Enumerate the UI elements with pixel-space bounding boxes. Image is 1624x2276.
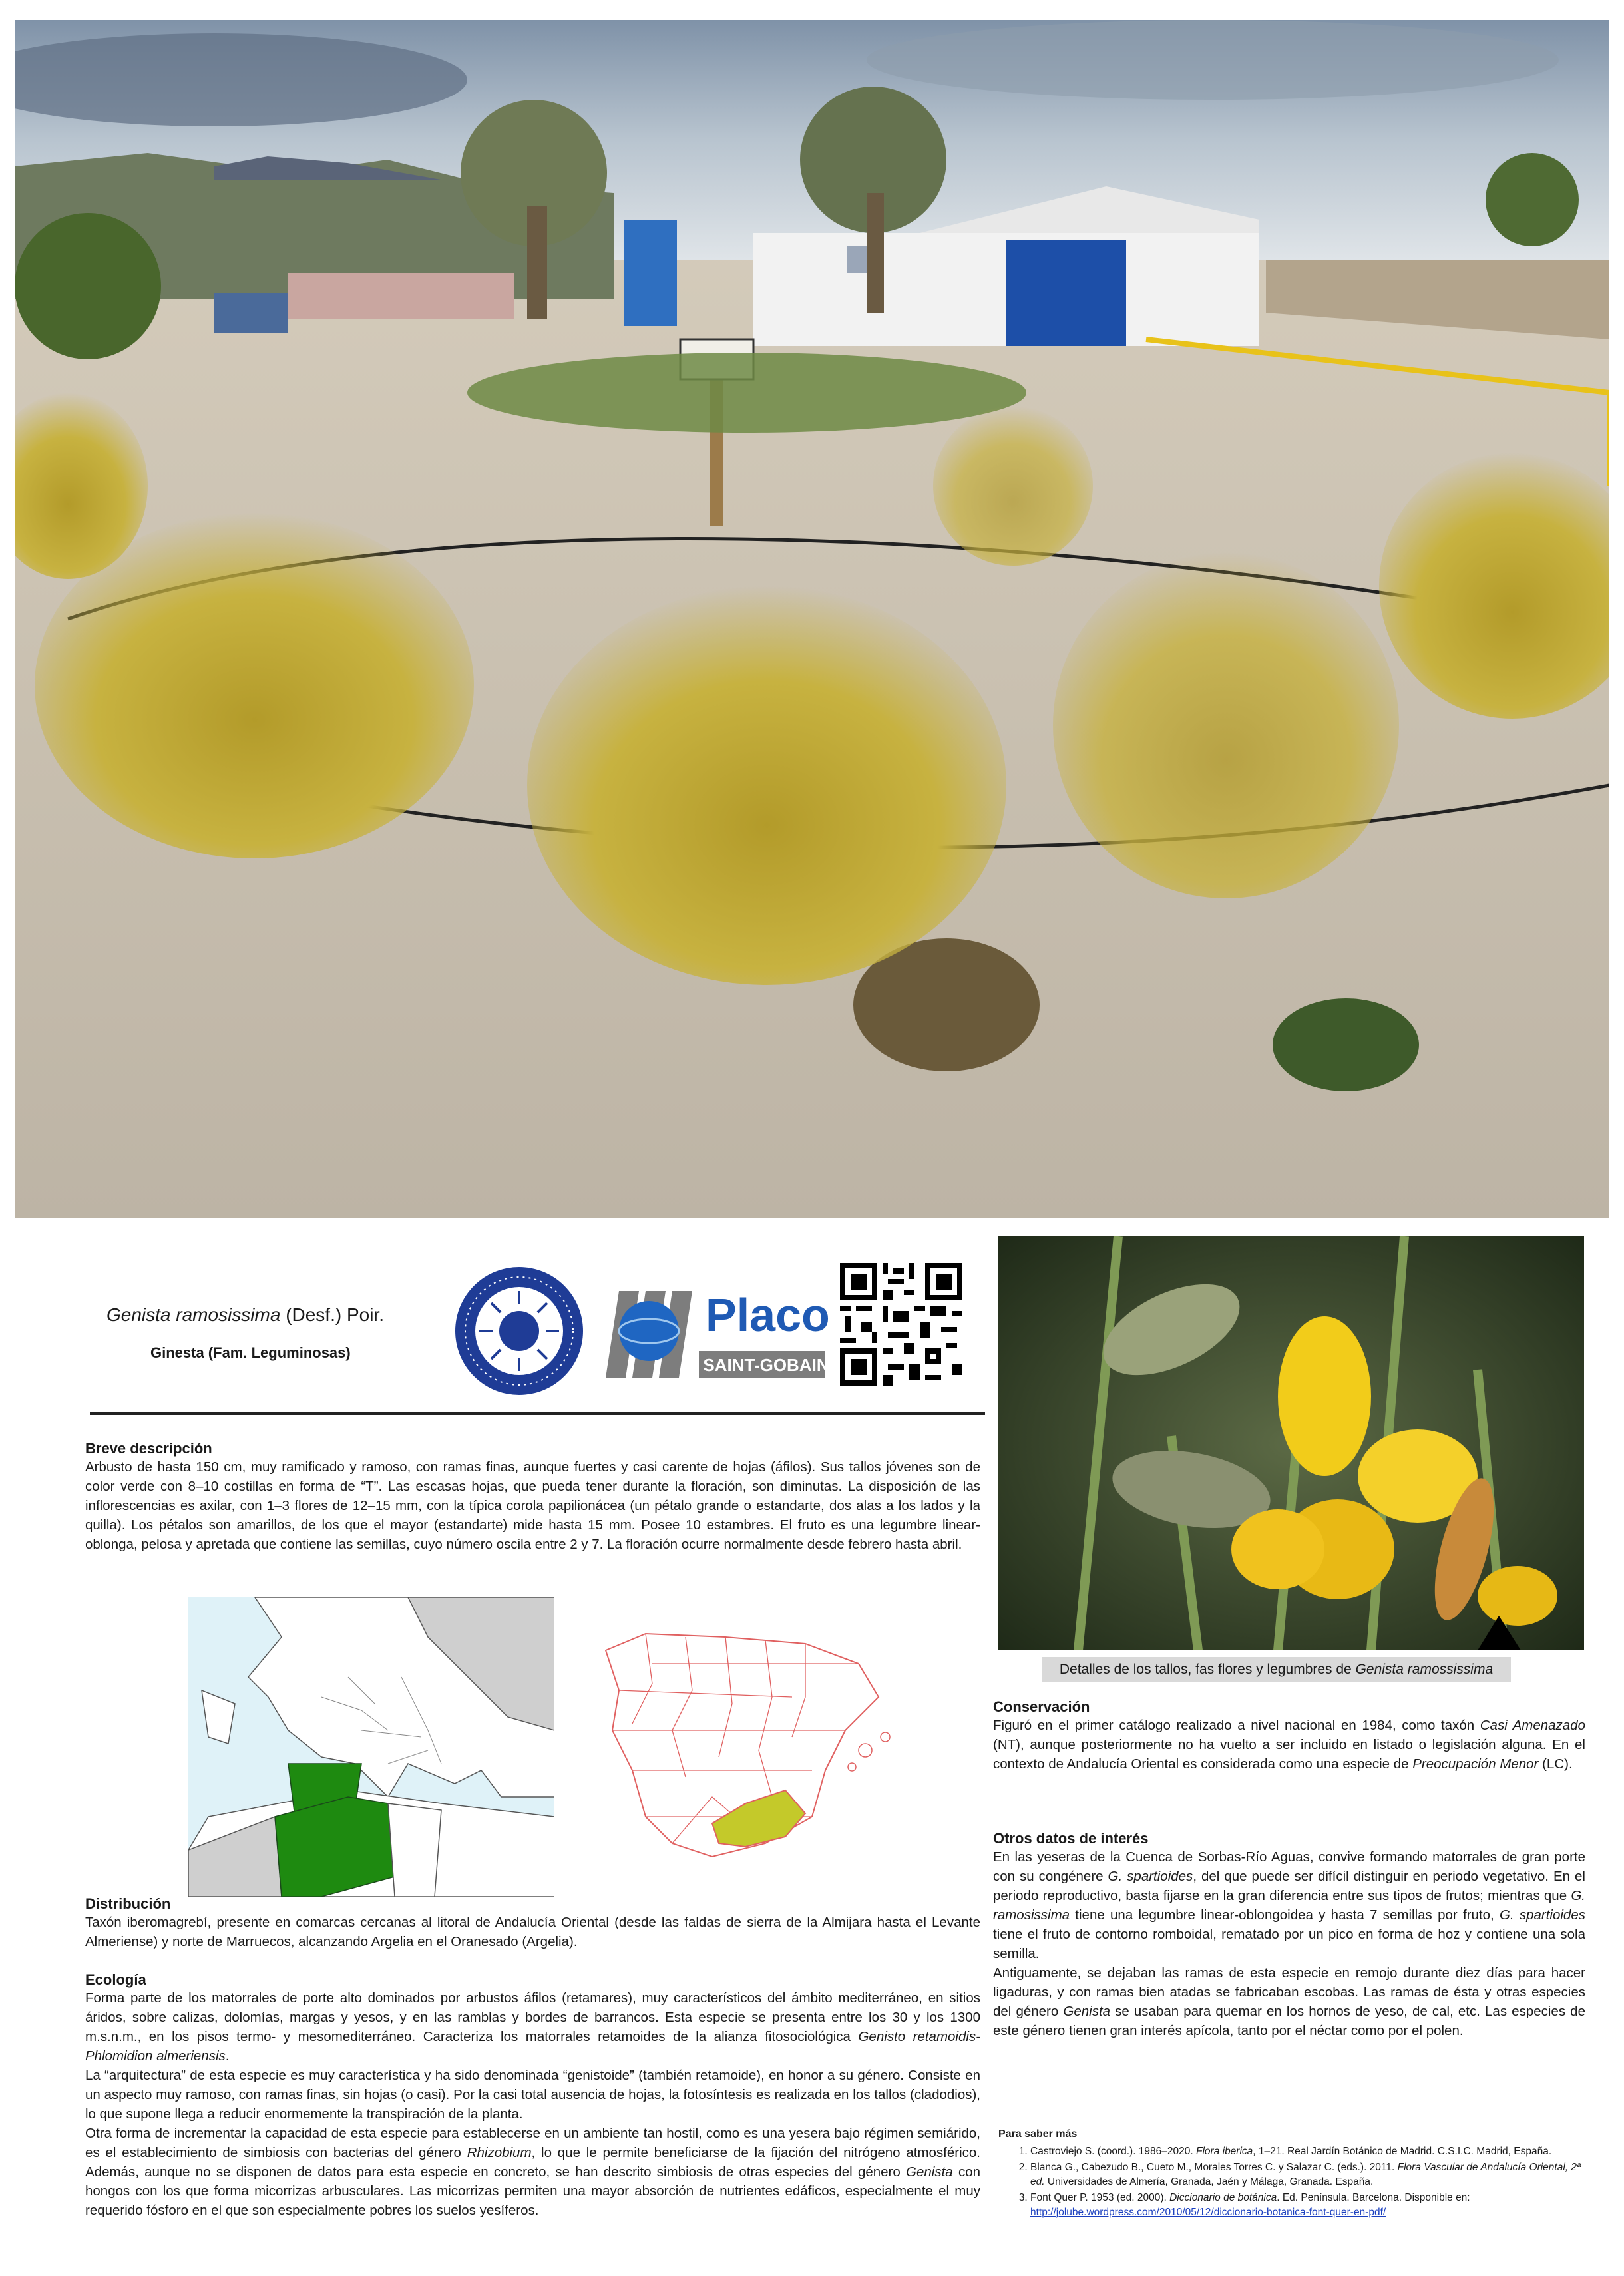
otros-heading: Otros datos de interés <box>993 1830 1149 1847</box>
reference-link[interactable]: http://jolube.wordpress.com/2010/05/12/diccionario-botanica-font-quer-en-pdf/ <box>1030 2207 1386 2218</box>
detail-photo-caption <box>1042 1657 1511 1682</box>
distribucion-text: Taxón iberomagrebí, presente en comarcas cercanas al litoral de Andalucía Oriental (desde las faldas de sierra de la Almijara hasta el Levante Almeriense) y norte de Marruecos, alcanzando Argelia en el Oranesado (Argelia). <box>85 1915 980 1949</box>
conservacion-text: Figuró en el primer catálogo realizado a nivel nacional en 1984, como taxón Casi Amenazado (NT), aunque posteriormente no ha vuelto a ser incluido en listado o legislación alguna. En el contexto de Andalucía Oriental es considerada como una especie de Preocupación Menor (LC). <box>993 1718 1586 1772</box>
detail-photo-flowers <box>998 1236 1584 1650</box>
university-seal-logo <box>453 1264 586 1398</box>
otros-text <box>993 1847 1585 2040</box>
ecologia-text <box>85 1989 980 2220</box>
placo-subtitle: SAINT-GOBAIN <box>703 1355 829 1375</box>
section-distribucion <box>85 1895 980 1951</box>
section-conservacion <box>993 1698 1585 1774</box>
references-heading: Para saber más <box>998 2128 1078 2140</box>
spain-distribution-map <box>592 1624 899 1877</box>
common-name: Ginesta (Fam. Leguminosas) <box>150 1344 351 1361</box>
europe-distribution-map <box>188 1597 554 1897</box>
qr-code[interactable] <box>840 1263 962 1386</box>
placo-logo <box>592 1284 832 1384</box>
reference-item: 3. Font Quer P. 1953 (ed. 2000). Diccionario de botánica. Ed. Península. Barcelona. Disponible en: http://jolube.wordpress.com/2010/05/12/diccionario-botanica-font-quer-en-pdf/ <box>1030 2191 1584 2220</box>
caption-prefix: Detalles de los tallos, fas flores y legumbres de <box>1059 1662 1356 1677</box>
header-divider <box>90 1412 985 1415</box>
breve-text: Arbusto de hasta 150 cm, muy ramificado y ramoso, con ramas finas, aunque fuertes y casi carente de hojas (áfilos). Sus tallos jóvenes son de color verde con 8–10 costillas en forma de “T”. Las escasas hojas, que pueda tener durante la floración, son diminutas. La disposición de las inflorescencias es axilar, con 1–3 flores de 12–15 mm, con la típica corola papilionácea (un pétalo grande o estandarte, dos alas a los lados y la quilla). Los pétalos son amarillos, de los que el mayor (estandarte) mide hasta 15 mm. Posee 10 estambres. El fruto es una legumbre linear-oblonga, pelosa y apretada que contiene las semillas, cuyo número oscila entre 2 y 7. La floración ocurre normalmente desde febrero hasta abril. <box>85 1459 980 1552</box>
reference-item: 1. Castroviejo S. (coord.). 1986–2020. Flora iberica, 1–21. Real Jardín Botánico de Madrid. C.S.I.C. Madrid, España. <box>1030 2144 1584 2159</box>
ecologia-paragraph-2: La “arquitectura” de esta especie es muy característica y ha sido denominada “genistoide” (también retamoide), en honor a su género. Consiste en un aspecto muy ramoso, con ramas finas, sin hojas (o casi). Por la casi total ausencia de hojas, la fotosíntesis es realizada en los tallos (cladodios), lo que supone llega a reducir enormemente la transpiración de la planta. <box>85 2068 980 2122</box>
species-author: (Desf.) Poir. <box>286 1304 384 1325</box>
species-name: Genista ramosissima <box>106 1304 281 1325</box>
breve-heading: Breve descripción <box>85 1440 212 1457</box>
garden-photo-illustration <box>15 20 1609 1218</box>
distribucion-heading: Distribución <box>85 1895 171 1912</box>
species-title-block <box>106 1304 426 1362</box>
ecologia-paragraph-3: Otra forma de incrementar la capacidad de esta especie para establecerse en un ambiente tan hostil, como es una yesera bajo régimen semiárido, es el establecimiento de simbiosis con bacterias del género Rhizobium, lo que le permite beneficiarse de la fijación del nitrógeno atmosférico. Además, aunque no se disponen de datos para esta especie en concreto, se han descrito simbiosis de otras especies del género Genista con hongos con los que forma micorrizas arbusculares. Las micorrizas permiten una mayor absorción de nutrientes edáficos, especialmente el muy requerido fósforo en el que son especialmente pobres los suelos yesíferos. <box>85 2126 981 2218</box>
otros-paragraph-2: Antiguamente, se dejaban las ramas de esta especie en remojo durante diez días para hacer ligaduras, y con ramas bien atadas se fabricaban escobas. Las ramas de ésta y otras especies del género Genista se usaban para quemar en los hornos de yeso, de cal, etc. Las especies de este género tienen gran interés apícola, tanto por el néctar como por el polen. <box>993 1965 1585 2038</box>
ecologia-paragraph-1: Forma parte de los matorrales de porte alto dominados por arbustos áfilos (retamares), muy característicos del ámbito mediterráneo, en sitios áridos, sobre calizas, dolomías, margas y yesos, y en las ramblas y bordes de barrancos. Esta especie se presenta entre los 30 y los 1300 m.s.n.m., en los pisos termo- y mesomediterráneo. Caracteriza los matorrales retamoides de la alianza fitosociológica Genisto retamoidis-Phlomidion almeriensis. <box>85 1991 981 2064</box>
otros-paragraph-1: En las yeseras de la Cuenca de Sorbas-Río Aguas, convive formando matorrales de gran porte con su congénere G. spartioides, del que puede ser difícil distinguir en periodo vegetativo. En el periodo reproductivo, basta fijarse en la gran diferencia entre sus tipos de frutos; mientras que G. ramosissima tiene una legumbre linear-oblongoidea y hasta 7 semillas por fruto, G. spartioides tiene el fruto de contorno romboidal, rematado por un pico en forma de hoz y contiene una sola semilla. <box>993 1849 1585 1961</box>
section-references <box>998 2127 1584 2221</box>
placo-wordmark: Placo <box>706 1289 830 1341</box>
species-title <box>106 1304 426 1326</box>
ecologia-heading: Ecología <box>85 1971 146 1988</box>
section-breve <box>85 1440 980 1554</box>
conservacion-heading: Conservación <box>993 1698 1090 1715</box>
section-otros-datos <box>993 1830 1585 2040</box>
caption-species: Genista ramossissima <box>1355 1662 1494 1677</box>
references-list <box>998 2144 1584 2220</box>
reference-item: 2. Blanca G., Cabezudo B., Cueto M., Morales Torres C. y Salazar C. (eds.). 2011. Flora Vascular de Andalucía Oriental, 2ª ed. Universidades de Almería, Granada, Jaén y Málaga, Granada. España. <box>1030 2160 1584 2189</box>
section-ecologia <box>85 1971 980 2220</box>
main-photo-garden <box>15 20 1609 1218</box>
flower-detail-illustration <box>998 1236 1584 1650</box>
